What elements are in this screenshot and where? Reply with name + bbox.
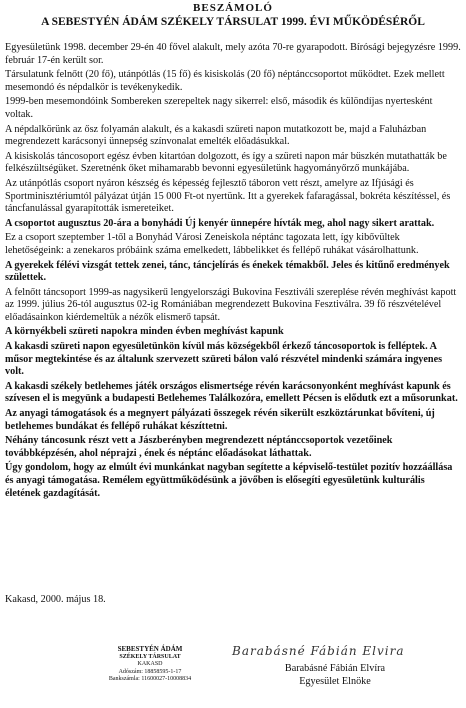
document-title: BESZÁMOLÓ — [193, 2, 273, 14]
handwritten-signature: Barabásné Fábián Elvira — [232, 644, 405, 658]
paragraph: A népdalkörünk az ősz folyamán alakult, és a kakasdi szüreti napon mutatkozott be, majd a Faluházban megrendezett karácsonyi ünnepség színvonalat emelték előadásukkal. — [5, 123, 427, 148]
paragraph: 1999-ben mesemondóink Sombereken szerepeltek nagy sikerrel: első, második és különdíjas nyertesként voltak. — [5, 96, 433, 120]
stamp-line: SEBESTYÉN ÁDÁM — [117, 645, 183, 653]
signatory-role: Egyesület Elnöke — [299, 676, 371, 687]
paragraph: A kakasdi szüreti napon egyesületünkön kívül más községekből érkező táncosoportok is felléptek. A műsor megtekintése és az általunk szervezett szüreti bálon való részvétel mindenki számára ingyenes volt. — [5, 341, 443, 378]
paragraph: A gyerekek félévi vizsgát tettek zenei, tánc, táncjelírás és énekek témakből. Jeles és kitűnő eredmények születtek. — [5, 259, 450, 284]
paragraph: A csoportot augusztus 20-ára a bonyhádi Új kenyér ünnepére hívták meg, ahol nagy sikert arattak. — [5, 217, 435, 229]
document-subtitle: A SEBESTYÉN ÁDÁM SZÉKELY TÁRSULAT 1999. ÉVI MŰKÖDÉSÉRŐL — [41, 16, 425, 28]
paragraph: Úgy gondolom, hogy az elmúlt évi munkánkat nagyban segítette a képviselő-testület pozitív hozzáállása és anyagi támogatása. Remélem együttműködésünk a jövőben is elősegíti egyesületünk kulturális életének gazdagítását. — [5, 462, 453, 499]
report-body — [5, 42, 461, 502]
organization-stamp — [95, 646, 205, 684]
paragraph: A kakasdi székely betlehemes játék országos elismertsége révén karácsonyonként meghívást kapunk és szívesen el is megyünk a budapesti Betlehemes Találkozóra, emellett Pécsen is elődutk ezt a műsorunkat. — [5, 380, 458, 405]
signatory-block — [250, 662, 420, 688]
place-date: Kakasd, 2000. május 18. — [5, 594, 106, 605]
stamp-line: Adószám: 18858595-1-17 — [118, 668, 182, 675]
stamp-line: SZÉKELY TÁRSULAT — [119, 653, 181, 660]
paragraph: A felnőtt táncsoport 1999-as nagysikerű lengyelországi Bukovina Fesztiváli szereplése révén meghívást kapott az 1999. július 26-tól augusztus 02-ig Romániában megrendezett Bukovina Fesztiválra. 39 fő részvételével előadásainkon kiérdemeltük a nézők elismerő tapsát. — [5, 286, 457, 323]
paragraph: Egyesületünk 1998. december 29-én 40 fővel alakult, mely azóta 70-re gyarapodott. Bírósági bejegyzésre 1999. február 17-én került sor. — [5, 42, 461, 66]
paragraph: Ez a csoport szeptember 1-től a Bonyhád Városi Zeneiskola néptánc tagozata lett, így kibővültek lehetőségeink: a zenekaros próbáink száma emelkedett, lábbelikket és fellépő ruhákat vásárolhattunk. — [5, 232, 419, 256]
paragraph: Néhány táncosunk részt vett a Jászberényben megrendezett néptánccsoportok vezetőinek továbbképzésén, ahol néprajzi , ének és néptánc előadásokat láthattak. — [5, 435, 393, 459]
paragraph: A környékbeli szüreti napokra minden évben meghívást kapunk — [5, 326, 284, 338]
paragraph: Társulatunk felnőtt (20 fő), utánpótlás (15 fő) és kisiskolás (20 fő) néptánccsoportot működtet. Ezek mellett mesemondó és népdalkör is tevékenykedik. — [5, 69, 445, 93]
paragraph: A kisiskolás táncosoport egész évben kitartóan dolgozott, és így a szüreti napon már büszkén mutathatták be felkészültségüket. Szeretnénk őket mihamarabb bevonni egyesületünk hagyományőrző munkájába. — [5, 150, 447, 175]
stamp-line: KAKASD — [137, 661, 163, 667]
stamp-line: Bankszámla: 11600027-10008834 — [108, 676, 192, 682]
paragraph: Az utánpótlás csoport nyáron készség és képesség fejlesztő táboron vett részt, amelyre az Ifjúsági és Sportminisztériumtól pályázat útján 15 000 Ft-ot nyertünk. Itt a gyerekek fafaragással, bokréta készítéssel, és táncfanulással gyarapították ismereteiket. — [5, 177, 451, 215]
signatory-name: Barabásné Fábián Elvíra — [284, 663, 386, 674]
paragraph: Az anyagi támogatások és a megnyert pályázati összegek révén sikerült eszköztárunkat bővíteni, új betlehemes bundákat és fellépő ruhákat készíttetni. — [5, 408, 435, 432]
